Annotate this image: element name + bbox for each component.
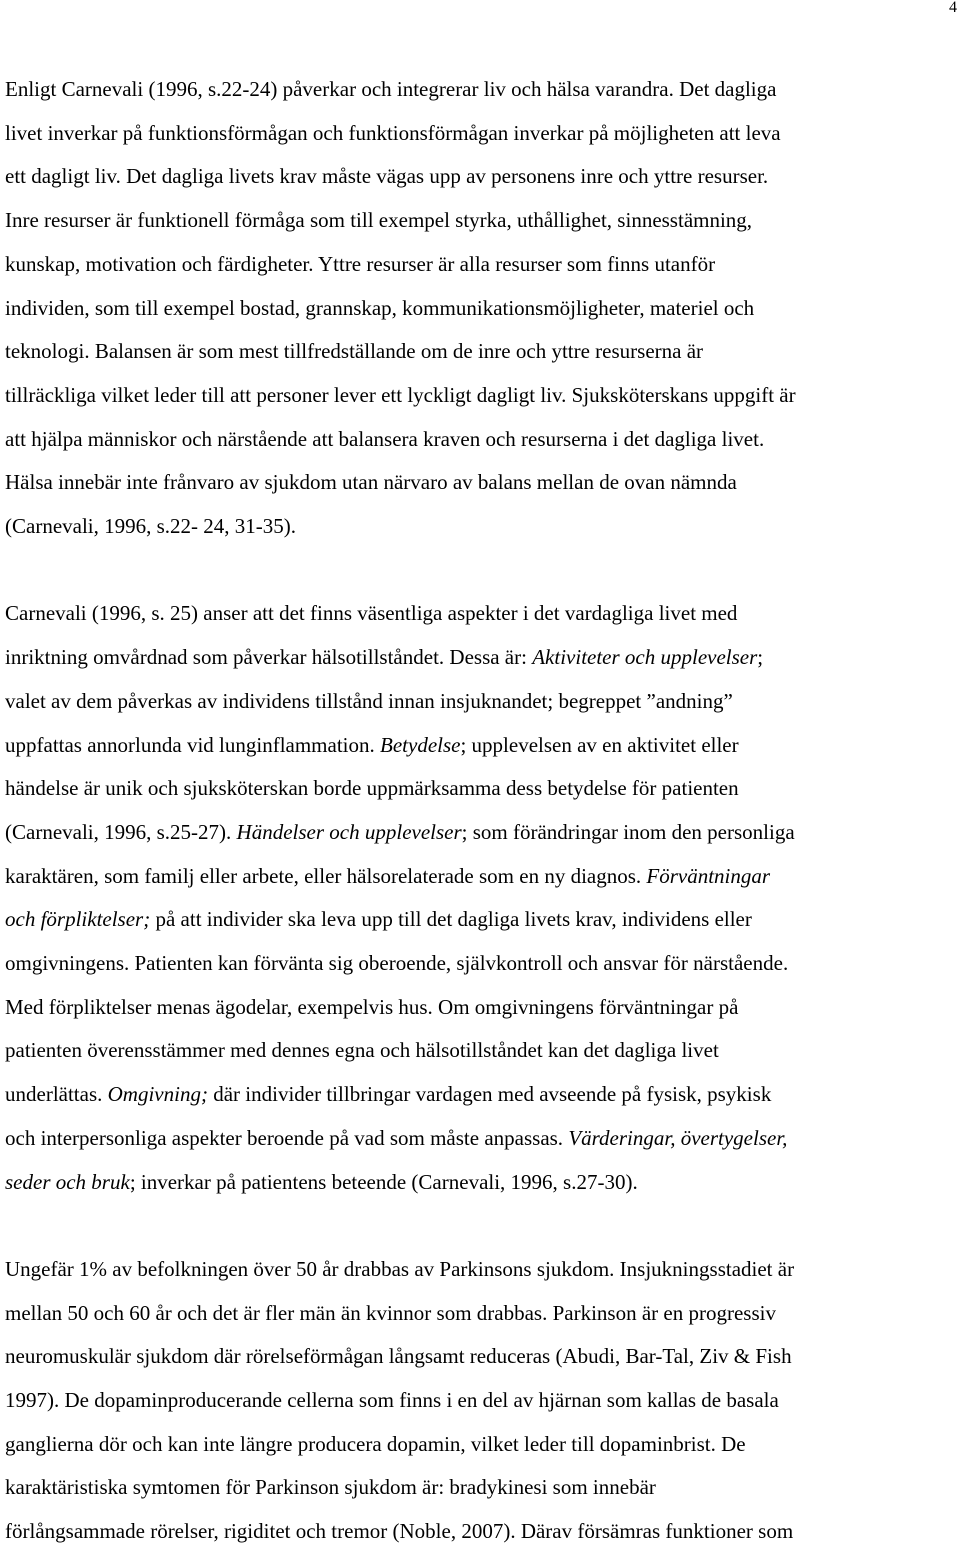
text-line — [5, 1117, 960, 1161]
text-line — [5, 942, 960, 986]
text-line — [5, 461, 960, 505]
text-segment: individen, som till exempel bostad, grannskap, kommunikationsmöjligheter, materiel och — [5, 295, 755, 320]
text-line — [5, 811, 960, 855]
text-line — [5, 1292, 960, 1336]
text-line — [5, 1379, 960, 1423]
text-line — [5, 112, 960, 156]
text-line — [5, 592, 960, 636]
text-segment: ett dagligt liv. Det dagliga livets krav måste vägas upp av personens inre och yttre resurser. — [5, 164, 769, 189]
text-segment: händelse är unik och sjuksköterskan borde uppmärksamma dess betydelse för patienten — [5, 776, 739, 801]
text-line — [5, 636, 960, 680]
text-line — [5, 1510, 960, 1554]
text-segment: uppfattas annorlunda vid lunginflammation. — [5, 732, 381, 757]
text-line — [5, 287, 960, 331]
text-segment: Inre resurser är funktionell förmåga som till exempel styrka, uthållighet, sinnesstämning, — [5, 208, 753, 233]
italic-term: Händelser och upplevelser — [236, 819, 462, 844]
text-segment: karaktären, som familj eller arbete, eller hälsorelaterade som en ny diagnos. — [5, 863, 647, 888]
document-body — [5, 68, 960, 1554]
text-segment: kunskap, motivation och färdigheter. Yttre resurser är alla resurser som finns utanför — [5, 251, 716, 276]
text-line — [5, 724, 960, 768]
text-segment: ganglierna dör och kan inte längre producera dopamin, vilket leder till dopaminbrist. De — [5, 1431, 746, 1456]
text-segment: Carnevali (1996, s. 25) anser att det finns väsentliga aspekter i det vardagliga livet med — [5, 601, 738, 626]
text-line — [5, 68, 960, 112]
text-segment: valet av dem påverkas av individens tillstånd innan insjuknandet; begreppet ”andning” — [5, 688, 733, 713]
text-segment: på att individer ska leva upp till det dagliga livets krav, individens eller — [150, 907, 752, 932]
text-segment: (Carnevali, 1996, s.25-27). — [5, 819, 237, 844]
italic-term: seder och bruk — [5, 1169, 130, 1194]
text-line — [5, 1423, 960, 1467]
italic-term: och förpliktelser; — [5, 907, 151, 932]
text-line — [5, 374, 960, 418]
text-line — [5, 243, 960, 287]
text-segment: underlättas. — [5, 1082, 108, 1107]
text-segment: neuromuskulär sjukdom där rörelseförmågan långsamt reduceras (Abudi, Bar-Tal, Ziv & Fish — [5, 1344, 792, 1369]
paragraph-parkinson — [5, 1248, 960, 1554]
text-line — [5, 1161, 960, 1205]
text-line — [5, 1029, 960, 1073]
text-segment: patienten överensstämmer med dennes egna och hälsotillståndet kan det dagliga livet — [5, 1038, 719, 1063]
text-segment: förlångsammade rörelser, rigiditet och tremor (Noble, 2007). Därav försämras funktioner som — [5, 1519, 794, 1544]
text-segment: att hjälpa människor och närstående att balansera kraven och resurserna i det dagliga livet. — [5, 426, 765, 451]
text-segment: ; upplevelsen av en aktivitet eller — [460, 732, 739, 757]
text-line — [5, 986, 960, 1030]
text-line — [5, 1073, 960, 1117]
text-line — [5, 1466, 960, 1510]
text-line — [5, 418, 960, 462]
text-segment: Enligt Carnevali (1996, s.22-24) påverkar och integrerar liv och hälsa varandra. Det dagliga — [5, 77, 777, 101]
text-segment: där individer tillbringar vardagen med avseende på fysisk, psykisk — [207, 1082, 772, 1107]
text-segment: omgivningens. Patienten kan förvänta sig oberoende, självkontroll och ansvar för närstående. — [5, 951, 789, 976]
italic-term: Aktiviteter och upplevelser — [532, 645, 758, 670]
text-line — [5, 1248, 960, 1292]
text-line — [5, 199, 960, 243]
text-line — [5, 505, 960, 549]
text-segment: teknologi. Balansen är som mest tillfredställande om de inre och yttre resurserna är — [5, 339, 704, 364]
text-segment: ; inverkar på patientens beteende (Carnevali, 1996, s.27-30). — [129, 1169, 638, 1194]
text-segment: ; som förändringar inom den personliga — [461, 819, 795, 844]
text-segment: 1997). De dopaminproducerande cellerna som finns i en del av hjärnan som kallas de basala — [5, 1388, 779, 1413]
text-segment: inriktning omvårdnad som påverkar hälsotillståndet. Dessa är: — [5, 645, 533, 670]
text-segment: karaktäristiska symtomen för Parkinson sjukdom är: bradykinesi som innebär — [5, 1475, 656, 1500]
text-segment: och interpersonliga aspekter beroende på vad som måste anpassas. — [5, 1125, 569, 1150]
text-line — [5, 898, 960, 942]
text-line — [5, 1335, 960, 1379]
page-number: 4 — [949, 0, 957, 16]
italic-term: Värderingar, övertygelser, — [568, 1125, 788, 1150]
italic-term: Förväntningar — [646, 863, 771, 888]
text-segment: Hälsa innebär inte frånvaro av sjukdom utan närvaro av balans mellan de ovan nämnda — [5, 470, 737, 495]
text-line — [5, 155, 960, 199]
paragraph-carnevali-balance — [5, 68, 960, 549]
text-segment: Ungefär 1% av befolkningen över 50 år drabbas av Parkinsons sjukdom. Insjukningsstadiet är — [5, 1256, 795, 1281]
text-line — [5, 330, 960, 374]
text-segment: livet inverkar på funktionsförmågan och funktionsförmågan inverkar på möjligheten att leva — [5, 120, 781, 145]
italic-term: Betydelse — [380, 732, 461, 757]
text-segment: tillräckliga vilket leder till att personer lever ett lyckligt dagligt liv. Sjuksköterskans uppgift är — [5, 382, 796, 407]
italic-term: Omgivning; — [107, 1082, 208, 1107]
text-segment: ; — [757, 645, 764, 670]
text-segment: (Carnevali, 1996, s.22- 24, 31-35). — [5, 514, 297, 539]
text-line — [5, 680, 960, 724]
text-line — [5, 767, 960, 811]
text-line — [5, 855, 960, 899]
text-segment: Med förpliktelser menas ägodelar, exempelvis hus. Om omgivningens förväntningar på — [5, 994, 739, 1019]
text-segment: mellan 50 och 60 år och det är fler män än kvinnor som drabbas. Parkinson är en progressiv — [5, 1300, 776, 1325]
paragraph-carnevali-aspects — [5, 592, 960, 1204]
